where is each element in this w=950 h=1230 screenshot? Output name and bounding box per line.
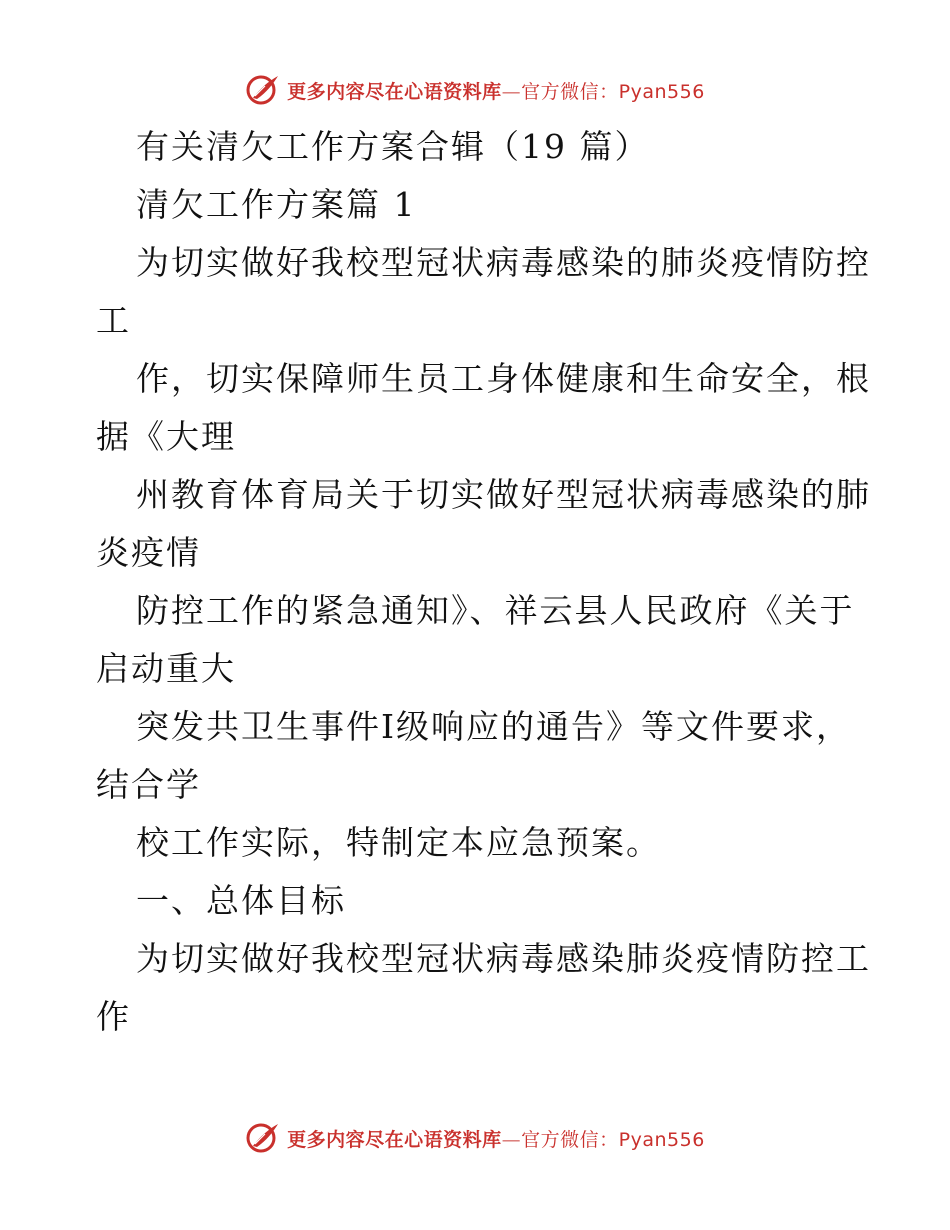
- header-banner-main: 更多内容尽在心语资料库: [287, 80, 502, 103]
- document-line: 工: [96, 301, 131, 340]
- footer-banner-text: [287, 1125, 705, 1152]
- document-line: 州教育体育局关于切实做好型冠状病毒感染的肺: [136, 475, 871, 514]
- document-line: 结合学: [96, 765, 201, 804]
- document-line: 有关清欠工作方案合辑（19 篇）: [136, 127, 650, 166]
- document-line: 作: [96, 997, 131, 1036]
- document-line: 清欠工作方案篇 1: [136, 185, 417, 224]
- document-line: 校工作实际，特制定本应急预案。: [136, 823, 661, 862]
- footer-banner-main: 更多内容尽在心语资料库: [287, 1128, 502, 1151]
- header-banner: [0, 70, 950, 110]
- document-line: 炎疫情: [96, 533, 201, 572]
- header-banner-text: [287, 77, 705, 104]
- document-line: 据《大理: [96, 417, 236, 456]
- feather-pen-logo-icon: [245, 1120, 281, 1156]
- document-line: 为切实做好我校型冠状病毒感染的肺炎疫情防控: [136, 243, 871, 282]
- footer-banner-wechat: 官方微信：Pyan556: [521, 1128, 705, 1151]
- document-line: 启动重大: [96, 649, 236, 688]
- footer-banner: [0, 1118, 950, 1158]
- document-line: 作，切实保障师生员工身体健康和生命安全，根: [136, 359, 871, 398]
- document-body: [96, 118, 871, 1046]
- header-banner-wechat: 官方微信：Pyan556: [521, 80, 705, 103]
- document-line: 一、总体目标: [136, 881, 346, 920]
- document-line: 防控工作的紧急通知》、祥云县人民政府《关于: [136, 591, 855, 630]
- document-line: 突发共卫生事件Ⅰ级响应的通告》等文件要求，: [136, 707, 852, 746]
- footer-banner-dash: —: [501, 1128, 522, 1151]
- document-line: 为切实做好我校型冠状病毒感染肺炎疫情防控工: [136, 939, 871, 978]
- header-banner-dash: —: [501, 80, 522, 103]
- feather-pen-logo-icon: [245, 72, 281, 108]
